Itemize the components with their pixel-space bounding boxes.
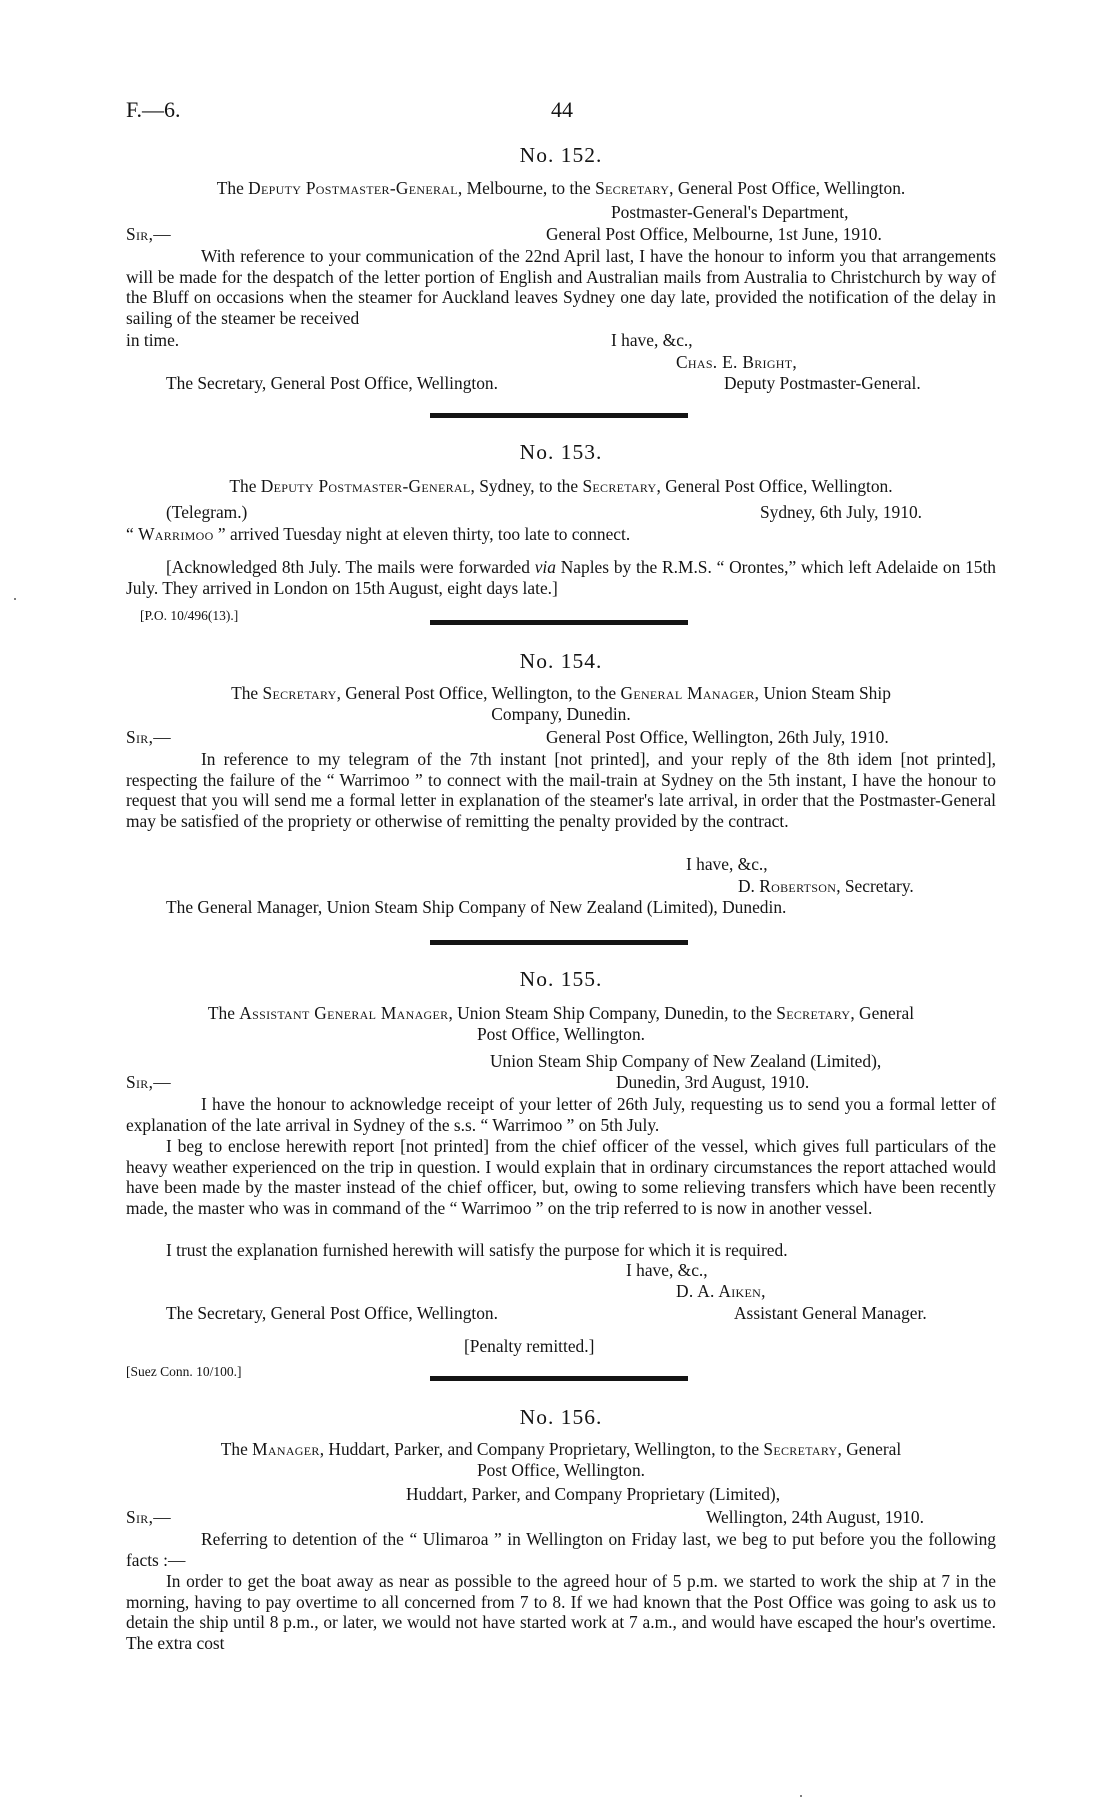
letter-152-signature: Chas. E. Bright, bbox=[676, 352, 798, 372]
letter-153-heading: No. 153. bbox=[519, 440, 603, 464]
penalty-note: [Penalty remitted.] bbox=[464, 1336, 595, 1356]
letter-156-address-2: Wellington, 24th August, 1910. bbox=[706, 1507, 924, 1527]
to-rank: General Manager bbox=[620, 683, 755, 703]
letter-154-closing: I have, &c., bbox=[686, 854, 768, 874]
to-rank: Secretary bbox=[595, 178, 670, 198]
letter-155-from-to: The Assistant General Manager, Union Steam Ship Company, Dunedin, to the Secretary, General bbox=[207, 1003, 915, 1023]
letter-155-recipient: The Secretary, General Post Office, Wellington. bbox=[166, 1303, 498, 1323]
letter-156-from-to: The Manager, Huddart, Parker, and Company Proprietary, Wellington, to the Secretary, General bbox=[220, 1439, 902, 1459]
page-number: 44 bbox=[551, 97, 573, 122]
letter-154-salutation: Sir,— bbox=[126, 727, 171, 747]
letter-152-body-end: in time. bbox=[126, 330, 180, 350]
from-rank: Secretary bbox=[262, 683, 337, 703]
telegram-message: “ Warrimoo ” arrived Tuesday night at eleven thirty, too late to connect. bbox=[126, 524, 631, 544]
letter-156-address-1: Huddart, Parker, and Company Proprietary (Limited), bbox=[406, 1484, 781, 1504]
letter-154-signature: D. Robertson, Secretary. bbox=[738, 876, 914, 896]
letter-155-para-2: I beg to enclose herewith report [not printed] from the chief officer of the vessel, which gives full particulars of the heavy weather experienced on the trip in question. I would explain that in ordinary circumstances the report attached would have been made by the master instead of the chief officer, but, owing to some relieving transfers which have been recently made, the master who was in command of the “ Warrimoo ” on the trip referred to is now in another vessel. bbox=[126, 1136, 996, 1218]
to-rank: Secretary bbox=[582, 476, 657, 496]
to-rank: Secretary bbox=[776, 1003, 851, 1023]
letter-155-para-1: I have the honour to acknowledge receipt of your letter of 26th July, requesting us to send you a formal letter of explanation of the late arrival in Sydney of the s.s. “ Warrimoo ” on 5th July. bbox=[126, 1094, 996, 1135]
letter-152-address-2: General Post Office, Melbourne, 1st June, 1910. bbox=[546, 224, 882, 244]
letter-156-from-to-cont: Post Office, Wellington. bbox=[477, 1460, 645, 1480]
section-rule bbox=[430, 940, 688, 945]
letter-155-heading: No. 155. bbox=[519, 967, 603, 991]
scan-speck bbox=[14, 598, 16, 600]
from-rank: Deputy Postmaster-General bbox=[260, 476, 471, 496]
letter-155-signature: D. A. Aiken, bbox=[676, 1281, 766, 1301]
to-rank: Secretary bbox=[763, 1439, 838, 1459]
letter-155-address-2: Dunedin, 3rd August, 1910. bbox=[616, 1072, 810, 1092]
letter-155-closing: I have, &c., bbox=[626, 1260, 708, 1280]
letter-155-address-1: Union Steam Ship Company of New Zealand (Limited), bbox=[490, 1051, 882, 1071]
letter-156-para-2: In order to get the boat away as near as possible to the agreed hour of 5 p.m. we started to work the ship at 7 in the morning, having to pay overtime to all concerned from 7 to 8. If we had known that the Post Office was going to ask us to detain the ship until 8 p.m., or later, we would not have started work at 7 a.m., and would have escaped the hour's overtime. The extra cost bbox=[126, 1571, 996, 1653]
section-rule bbox=[430, 1376, 688, 1381]
file-reference: [P.O. 10/496(13).] bbox=[140, 608, 239, 623]
letter-154-from-to: The Secretary, General Post Office, Wellington, to the General Manager, Union Steam Ship bbox=[231, 683, 891, 703]
letter-152-address-1: Postmaster-General's Department, bbox=[611, 202, 849, 222]
letter-154-recipient: The General Manager, Union Steam Ship Company of New Zealand (Limited), Dunedin. bbox=[166, 897, 787, 917]
from-rank: Deputy Postmaster-General bbox=[248, 178, 458, 198]
telegram-label: (Telegram.) bbox=[166, 502, 248, 522]
letter-152-recipient: The Secretary, General Post Office, Wellington. bbox=[166, 373, 498, 393]
letter-152-heading: No. 152. bbox=[519, 143, 603, 167]
letter-156-heading: No. 156. bbox=[519, 1405, 603, 1429]
letter-154-place-date: General Post Office, Wellington, 26th July, 1910. bbox=[546, 727, 889, 747]
file-reference: [Suez Conn. 10/100.] bbox=[126, 1364, 242, 1379]
ship-name: Warrimoo bbox=[138, 524, 214, 544]
letter-154-from-to-cont: Company, Dunedin. bbox=[491, 704, 631, 724]
letter-152-from-to: The Deputy Postmaster-General, Melbourne, to the Secretary, General Post Office, Wellington. bbox=[216, 178, 906, 198]
from-rank: Assistant General Manager bbox=[239, 1003, 449, 1023]
letter-152-salutation: Sir,— bbox=[126, 224, 171, 244]
section-rule bbox=[430, 620, 688, 625]
letter-155-from-to-cont: Post Office, Wellington. bbox=[477, 1024, 645, 1044]
letter-152-closing: I have, &c., bbox=[611, 330, 693, 350]
letter-155-title: Assistant General Manager. bbox=[734, 1303, 927, 1323]
letter-152-title: Deputy Postmaster-General. bbox=[724, 373, 921, 393]
acknowledgement-note: [Acknowledged 8th July. The mails were forwarded via Naples by the R.M.S. “ Orontes,” which left Adelaide on 15th July. They arrived in London on 15th August, eight days late.] bbox=[126, 557, 996, 598]
from-rank: Manager bbox=[252, 1439, 320, 1459]
letter-156-salutation: Sir,— bbox=[126, 1507, 171, 1527]
section-rule bbox=[430, 413, 688, 418]
letter-155-para-3: I trust the explanation furnished herewith will satisfy the purpose for which it is required. bbox=[166, 1240, 788, 1260]
letter-153-place-date: Sydney, 6th July, 1910. bbox=[760, 502, 922, 522]
letter-153-from-to: The Deputy Postmaster-General, Sydney, to the Secretary, General Post Office, Wellington. bbox=[229, 476, 893, 496]
page-reference: F.—6. bbox=[126, 97, 181, 122]
letter-152-body: With reference to your communication of the 22nd April last, I have the honour to inform you that arrangements will be made for the despatch of the letter portion of English and Australian mails from Australia to Christchurch by way of the Bluff on occasions when the steamer for Auckland leaves Sydney one day late, provided the notification of the delay in sailing of the steamer be received bbox=[126, 246, 996, 328]
letter-154-body: In reference to my telegram of the 7th instant [not printed], and your reply of the 8th idem [not printed], respecting the failure of the “ Warrimoo ” to connect with the mail-train at Sydney on the 5th instant, I have the honour to request that you will send me a formal letter in explanation of the steamer's late arrival, in order that the Postmaster-General may be satisfied of the propriety or otherwise of remitting the penalty provided by the contract. bbox=[126, 749, 996, 831]
scan-speck bbox=[800, 1795, 802, 1797]
letter-154-heading: No. 154. bbox=[519, 649, 603, 673]
letter-155-salutation: Sir,— bbox=[126, 1072, 171, 1092]
letter-156-para-1: Referring to detention of the “ Ulimaroa ” in Wellington on Friday last, we beg to put before you the following facts :— bbox=[126, 1529, 996, 1570]
